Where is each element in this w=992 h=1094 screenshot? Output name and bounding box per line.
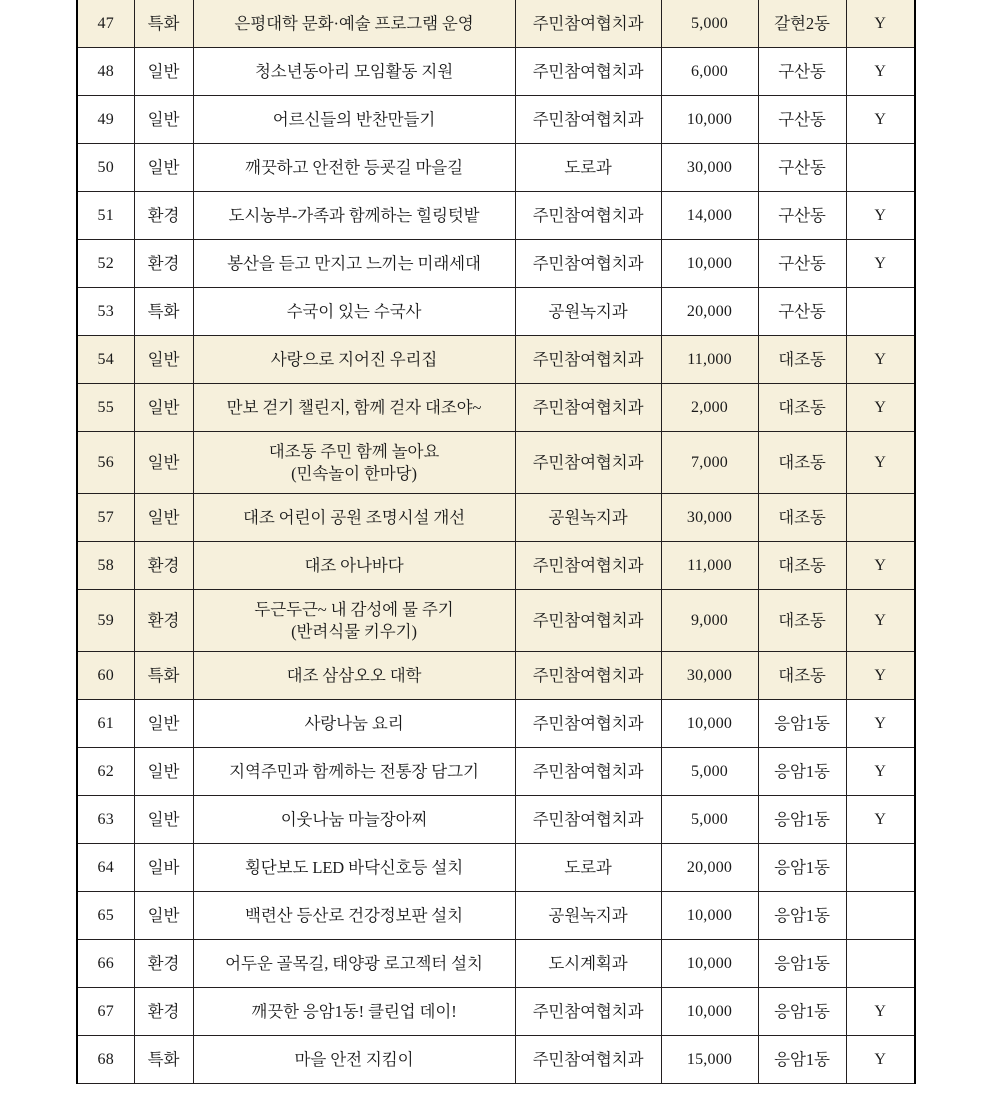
cell-project-title (193, 0, 515, 48)
project-title-line-1: 대조 아나바다 (304, 555, 404, 575)
cell-flag (846, 940, 915, 988)
table-row (77, 1036, 915, 1084)
cell-budget-amount: 10,000 (661, 96, 758, 144)
cell-project-type: 일반 (134, 700, 193, 748)
cell-dong: 대조동 (758, 494, 846, 542)
cell-serial-number: 47 (77, 0, 134, 48)
cell-project-title (193, 96, 515, 144)
cell-department: 주민참여협치과 (515, 336, 661, 384)
cell-serial-number: 64 (77, 844, 134, 892)
table-row (77, 384, 915, 432)
cell-department: 공원녹지과 (515, 892, 661, 940)
table-row (77, 144, 915, 192)
cell-project-title (193, 796, 515, 844)
cell-department: 주민참여협치과 (515, 652, 661, 700)
table-row (77, 988, 915, 1036)
cell-flag: Y (846, 48, 915, 96)
cell-department: 도시계획과 (515, 940, 661, 988)
cell-serial-number: 53 (77, 288, 134, 336)
cell-serial-number: 48 (77, 48, 134, 96)
cell-serial-number: 61 (77, 700, 134, 748)
cell-budget-amount: 14,000 (661, 192, 758, 240)
cell-flag: Y (846, 700, 915, 748)
cell-budget-amount: 10,000 (661, 700, 758, 748)
cell-project-type: 일반 (134, 48, 193, 96)
table-row (77, 844, 915, 892)
cell-serial-number: 60 (77, 652, 134, 700)
project-title-line-2: (반려식물 키우기) (291, 621, 417, 641)
cell-project-title (193, 940, 515, 988)
cell-project-title (193, 240, 515, 288)
cell-project-type: 특화 (134, 0, 193, 48)
table-row (77, 700, 915, 748)
cell-project-type: 일반 (134, 748, 193, 796)
cell-flag: Y (846, 542, 915, 590)
table-row (77, 652, 915, 700)
cell-project-title (193, 590, 515, 652)
cell-project-type: 일반 (134, 432, 193, 494)
cell-dong: 갈현2동 (758, 0, 846, 48)
project-title-line-1: 청소년동아리 모임활동 지원 (254, 61, 454, 81)
project-title-line-1: 어르신들의 반찬만들기 (272, 109, 436, 129)
cell-serial-number: 62 (77, 748, 134, 796)
cell-budget-amount: 2,000 (661, 384, 758, 432)
cell-project-type: 특화 (134, 288, 193, 336)
cell-project-title (193, 144, 515, 192)
cell-flag: Y (846, 988, 915, 1036)
cell-dong: 구산동 (758, 48, 846, 96)
cell-project-type: 일반 (134, 384, 193, 432)
cell-serial-number: 65 (77, 892, 134, 940)
cell-project-title (193, 494, 515, 542)
project-title-line-1: 수국이 있는 수국사 (286, 301, 422, 321)
table-row (77, 796, 915, 844)
project-title-line-1: 대조동 주민 함께 놀아요 (268, 441, 440, 461)
cell-project-title (193, 1036, 515, 1084)
cell-budget-amount: 20,000 (661, 844, 758, 892)
cell-dong: 응암1동 (758, 940, 846, 988)
cell-dong: 구산동 (758, 192, 846, 240)
cell-dong: 응암1동 (758, 796, 846, 844)
cell-department: 도로과 (515, 844, 661, 892)
cell-project-title (193, 700, 515, 748)
cell-flag: Y (846, 590, 915, 652)
participatory-budget-table (76, 0, 916, 1084)
cell-serial-number: 55 (77, 384, 134, 432)
cell-department: 주민참여협치과 (515, 192, 661, 240)
cell-serial-number: 68 (77, 1036, 134, 1084)
cell-project-type: 환경 (134, 240, 193, 288)
cell-serial-number: 50 (77, 144, 134, 192)
table-row (77, 892, 915, 940)
cell-dong: 대조동 (758, 336, 846, 384)
cell-project-title (193, 844, 515, 892)
cell-budget-amount: 11,000 (661, 542, 758, 590)
cell-project-type: 일반 (134, 796, 193, 844)
cell-budget-amount: 10,000 (661, 892, 758, 940)
cell-project-type: 환경 (134, 988, 193, 1036)
cell-dong: 대조동 (758, 652, 846, 700)
cell-dong: 대조동 (758, 590, 846, 652)
cell-project-type: 환경 (134, 192, 193, 240)
cell-flag: Y (846, 192, 915, 240)
cell-flag: Y (846, 336, 915, 384)
cell-project-type: 특화 (134, 652, 193, 700)
cell-dong: 대조동 (758, 542, 846, 590)
project-title-line-1: 대조 삼삼오오 대학 (286, 665, 422, 685)
cell-project-title (193, 892, 515, 940)
table-row (77, 192, 915, 240)
cell-serial-number: 66 (77, 940, 134, 988)
table-row (77, 240, 915, 288)
cell-serial-number: 59 (77, 590, 134, 652)
cell-flag: Y (846, 384, 915, 432)
cell-flag: Y (846, 0, 915, 48)
table-row (77, 96, 915, 144)
table-row (77, 432, 915, 494)
table-row (77, 0, 915, 48)
cell-flag (846, 494, 915, 542)
project-title-line-1: 은평대학 문화·예술 프로그램 운영 (234, 13, 474, 33)
cell-project-title (193, 288, 515, 336)
cell-department: 주민참여협치과 (515, 1036, 661, 1084)
cell-budget-amount: 30,000 (661, 144, 758, 192)
cell-budget-amount: 10,000 (661, 988, 758, 1036)
cell-dong: 대조동 (758, 384, 846, 432)
cell-department: 주민참여협치과 (515, 240, 661, 288)
cell-department: 주민참여협치과 (515, 542, 661, 590)
cell-dong: 구산동 (758, 96, 846, 144)
cell-serial-number: 54 (77, 336, 134, 384)
cell-dong: 응암1동 (758, 988, 846, 1036)
project-title-line-1: 지역주민과 함께하는 전통장 담그기 (229, 761, 479, 781)
cell-serial-number: 58 (77, 542, 134, 590)
cell-project-type: 일반 (134, 494, 193, 542)
project-title-line-1: 두근두근~ 내 감성에 물 주기 (254, 599, 454, 619)
cell-project-title (193, 48, 515, 96)
project-title-line-1: 횡단보도 LED 바닥신호등 설치 (244, 857, 464, 877)
cell-budget-amount: 6,000 (661, 48, 758, 96)
cell-department: 공원녹지과 (515, 494, 661, 542)
cell-flag: Y (846, 240, 915, 288)
cell-project-title (193, 652, 515, 700)
cell-serial-number: 63 (77, 796, 134, 844)
cell-budget-amount: 5,000 (661, 796, 758, 844)
project-title-line-1: 깨끗한 응암1동! 클린업 데이! (251, 1001, 457, 1021)
cell-flag (846, 144, 915, 192)
cell-dong: 구산동 (758, 144, 846, 192)
cell-project-type: 환경 (134, 940, 193, 988)
cell-flag: Y (846, 748, 915, 796)
cell-flag (846, 288, 915, 336)
cell-department: 도로과 (515, 144, 661, 192)
cell-flag: Y (846, 652, 915, 700)
cell-dong: 응암1동 (758, 1036, 846, 1084)
cell-department: 주민참여협치과 (515, 48, 661, 96)
cell-project-title (193, 384, 515, 432)
project-title-line-1: 만보 걷기 챌린지, 함께 걷자 대조야~ (226, 397, 482, 417)
cell-project-type: 일반 (134, 96, 193, 144)
cell-project-title (193, 988, 515, 1036)
cell-serial-number: 67 (77, 988, 134, 1036)
cell-department: 주민참여협치과 (515, 988, 661, 1036)
project-title-line-1: 마을 안전 지킴이 (294, 1049, 414, 1069)
cell-dong: 응암1동 (758, 844, 846, 892)
project-title-line-1: 사랑나눔 요리 (304, 713, 404, 733)
cell-project-title (193, 748, 515, 796)
cell-department: 주민참여협치과 (515, 590, 661, 652)
cell-budget-amount: 20,000 (661, 288, 758, 336)
project-title-line-1: 이웃나눔 마늘장아찌 (280, 809, 428, 829)
cell-dong: 대조동 (758, 432, 846, 494)
cell-flag (846, 892, 915, 940)
cell-flag: Y (846, 432, 915, 494)
cell-department: 주민참여협치과 (515, 384, 661, 432)
cell-serial-number: 49 (77, 96, 134, 144)
cell-department: 주민참여협치과 (515, 700, 661, 748)
cell-project-type: 환경 (134, 590, 193, 652)
cell-serial-number: 52 (77, 240, 134, 288)
cell-budget-amount: 15,000 (661, 1036, 758, 1084)
cell-budget-amount: 7,000 (661, 432, 758, 494)
cell-project-title (193, 542, 515, 590)
project-title-line-1: 어두운 골목길, 태양광 로고젝터 설치 (225, 953, 483, 973)
cell-flag: Y (846, 96, 915, 144)
cell-project-type: 환경 (134, 542, 193, 590)
cell-project-type: 일반 (134, 144, 193, 192)
table-row (77, 748, 915, 796)
cell-department: 주민참여협치과 (515, 432, 661, 494)
table-row (77, 542, 915, 590)
project-title-line-1: 사랑으로 지어진 우리집 (270, 349, 438, 369)
cell-serial-number: 51 (77, 192, 134, 240)
table-row (77, 590, 915, 652)
cell-serial-number: 57 (77, 494, 134, 542)
cell-project-type: 일반 (134, 336, 193, 384)
cell-budget-amount: 10,000 (661, 940, 758, 988)
cell-budget-amount: 5,000 (661, 748, 758, 796)
cell-serial-number: 56 (77, 432, 134, 494)
cell-department: 주민참여협치과 (515, 748, 661, 796)
table-row (77, 336, 915, 384)
project-title-line-2: (민속놀이 한마당) (291, 463, 417, 483)
cell-budget-amount: 10,000 (661, 240, 758, 288)
table-row (77, 494, 915, 542)
cell-project-title (193, 432, 515, 494)
cell-budget-amount: 9,000 (661, 590, 758, 652)
project-title-line-1: 도시농부-가족과 함께하는 힐링텃밭 (228, 205, 480, 225)
table-row (77, 940, 915, 988)
project-title-line-1: 대조 어린이 공원 조명시설 개선 (242, 507, 465, 527)
cell-department: 주민참여협치과 (515, 796, 661, 844)
cell-dong: 응암1동 (758, 700, 846, 748)
cell-dong: 구산동 (758, 288, 846, 336)
table-row (77, 288, 915, 336)
cell-project-title (193, 336, 515, 384)
cell-dong: 응암1동 (758, 892, 846, 940)
project-title-line-1: 백련산 등산로 건강정보판 설치 (245, 905, 463, 925)
cell-project-title (193, 192, 515, 240)
cell-budget-amount: 30,000 (661, 494, 758, 542)
cell-flag: Y (846, 1036, 915, 1084)
cell-flag: Y (846, 796, 915, 844)
cell-dong: 구산동 (758, 240, 846, 288)
cell-budget-amount: 11,000 (661, 336, 758, 384)
project-title-line-1: 봉산을 듣고 만지고 느끼는 미래세대 (227, 253, 481, 273)
project-title-line-1: 깨끗하고 안전한 등굣길 마을길 (245, 157, 463, 177)
cell-department: 주민참여협치과 (515, 0, 661, 48)
cell-flag (846, 844, 915, 892)
cell-project-type: 일바 (134, 844, 193, 892)
table-row (77, 48, 915, 96)
cell-department: 공원녹지과 (515, 288, 661, 336)
table-body (77, 0, 915, 1084)
cell-dong: 응암1동 (758, 748, 846, 796)
cell-department: 주민참여협치과 (515, 96, 661, 144)
cell-budget-amount: 5,000 (661, 0, 758, 48)
cell-budget-amount: 30,000 (661, 652, 758, 700)
cell-project-type: 특화 (134, 1036, 193, 1084)
cell-project-type: 일반 (134, 892, 193, 940)
